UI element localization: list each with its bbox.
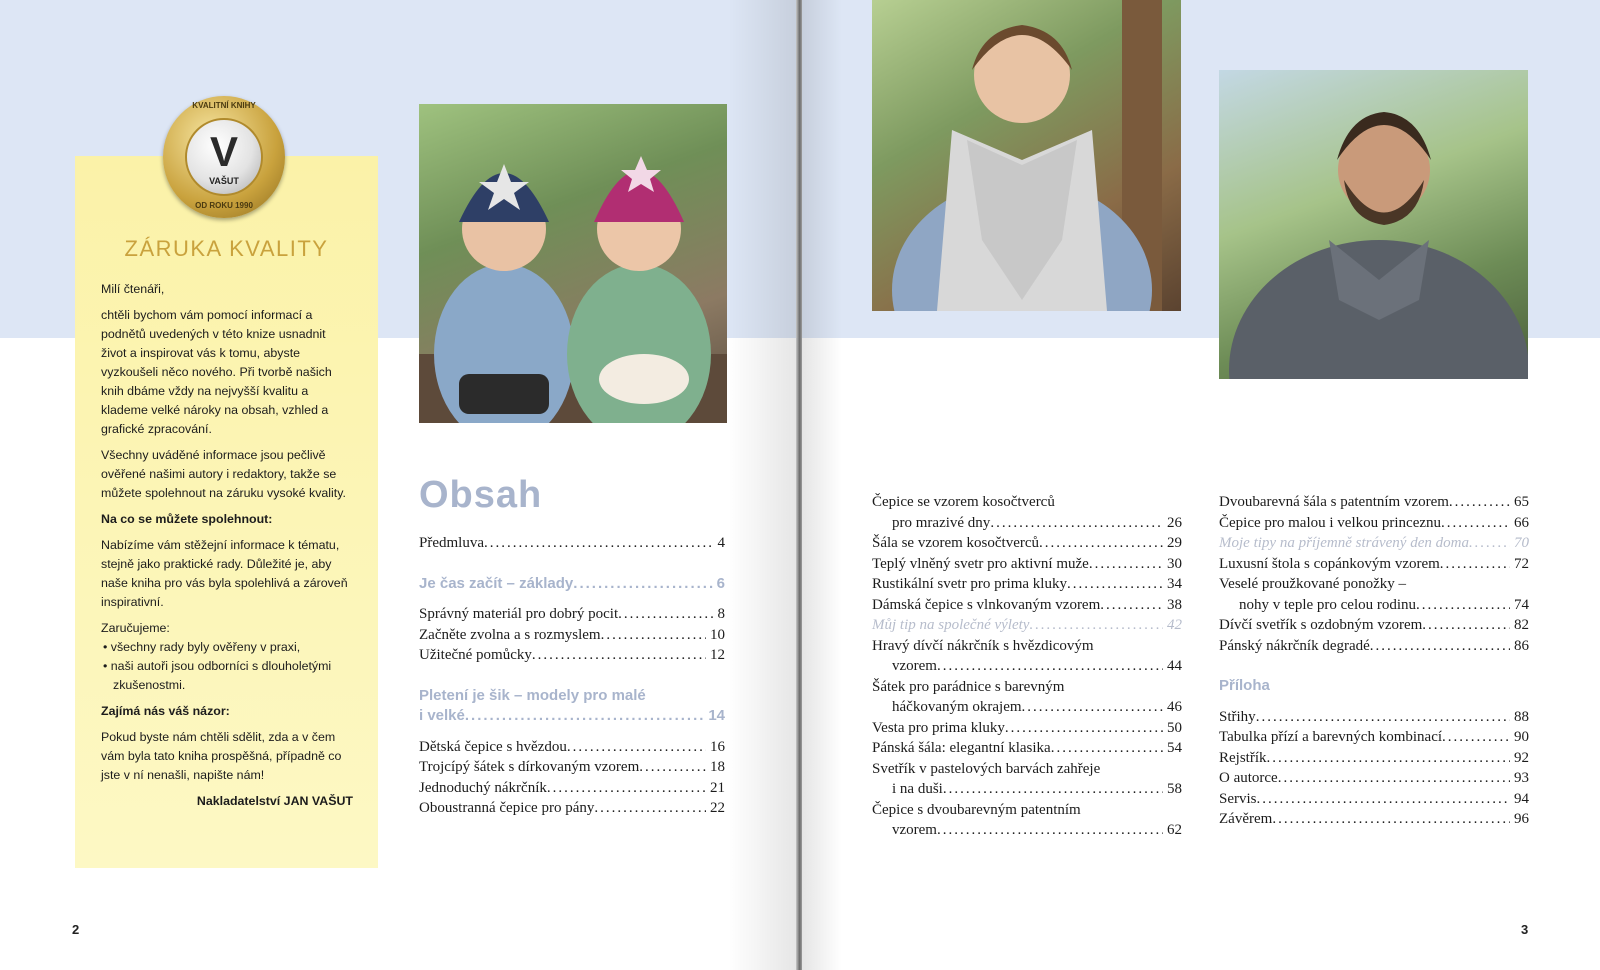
toc-entry-page: 62 bbox=[1167, 822, 1182, 838]
toc-entry-title: Pánský nákrčník degradé bbox=[1219, 637, 1370, 654]
toc-leader-dots bbox=[532, 645, 706, 666]
toc-entry-title-line1[interactable]: Svetřík v pastelových barvách zahřeje bbox=[872, 760, 1101, 777]
toc-left-column bbox=[419, 533, 725, 819]
publisher-signature: Nakladatelství JAN VAŠUT bbox=[196, 794, 353, 808]
toc-leader-dots bbox=[1440, 554, 1510, 575]
quality-bullet-list bbox=[101, 638, 353, 695]
toc-leader-dots bbox=[1278, 768, 1510, 789]
toc-entry[interactable] bbox=[872, 533, 1182, 554]
toc-leader-dots bbox=[1449, 492, 1510, 513]
toc-entry-title: Trojcípý šátek s dírkovaným vzorem bbox=[419, 759, 640, 775]
toc-entry-title: Servis bbox=[1219, 790, 1257, 807]
toc-leader-dots bbox=[1051, 738, 1163, 759]
toc-entry[interactable] bbox=[1219, 615, 1529, 636]
toc-entry[interactable] bbox=[872, 554, 1182, 575]
toc-entry-title: Jednoduchý nákrčník bbox=[419, 779, 547, 796]
badge-top-text: KVALITNÍ KNIHY bbox=[192, 101, 256, 110]
toc-entry[interactable] bbox=[1219, 748, 1529, 769]
toc-section-title-line1[interactable]: Pletení je šik – modely pro malé bbox=[419, 686, 646, 704]
quality-bullet: • naši autoři jsou odborníci s dlouholetými zkušenostmi. bbox=[103, 659, 332, 692]
toc-entry-title: Teplý vlněný svetr pro aktivní muže bbox=[872, 555, 1089, 572]
toc-leader-dots bbox=[639, 757, 706, 778]
toc-section-title-line2: i velké bbox=[419, 707, 465, 724]
toc-leader-dots bbox=[567, 737, 706, 758]
toc-leader-dots bbox=[1267, 748, 1511, 769]
toc-entry-title: Luxusní štola s copánkovým vzorem bbox=[1219, 555, 1440, 572]
toc-section-page: 14 bbox=[708, 707, 725, 724]
page-number-left: 2 bbox=[72, 922, 80, 937]
toc-spacer bbox=[1219, 697, 1529, 707]
quality-guarantee-label: Zaručujeme: bbox=[101, 621, 170, 635]
badge-center bbox=[185, 118, 263, 196]
toc-entry-title-line2: pro mrazivé dny bbox=[892, 514, 991, 531]
toc-right-column-2 bbox=[1219, 492, 1529, 830]
toc-tip-entry[interactable] bbox=[1219, 533, 1529, 554]
toc-entry[interactable] bbox=[1219, 513, 1529, 534]
toc-entry[interactable] bbox=[1219, 727, 1529, 748]
quality-subheading-rely: Na co se můžete spolehnout: bbox=[101, 512, 273, 526]
page-number-right: 3 bbox=[1521, 922, 1529, 937]
toc-entry-page: 10 bbox=[710, 626, 725, 643]
toc-entry-page: 82 bbox=[1514, 617, 1529, 633]
toc-entry-title-line1[interactable]: Veselé proužkované ponožky – bbox=[1219, 576, 1407, 592]
toc-leader-dots bbox=[1039, 533, 1163, 554]
toc-entry[interactable] bbox=[419, 604, 725, 625]
toc-leader-dots bbox=[1067, 574, 1163, 595]
toc-entry[interactable] bbox=[872, 574, 1182, 595]
badge-letter: V bbox=[209, 128, 238, 175]
toc-entry[interactable] bbox=[419, 737, 725, 758]
toc-entry-title-line1[interactable]: Hravý dívčí nákrčník s hvězdicovým bbox=[872, 637, 1094, 654]
toc-leader-dots bbox=[465, 706, 704, 727]
toc-tip-page: 70 bbox=[1514, 535, 1529, 551]
toc-entry[interactable] bbox=[419, 778, 725, 799]
toc-entry-page: 74 bbox=[1514, 596, 1529, 613]
toc-entry-title-line1[interactable]: Čepice se vzorem kosočtverců bbox=[872, 494, 1055, 510]
toc-entry[interactable] bbox=[872, 595, 1182, 616]
toc-leader-dots bbox=[990, 513, 1163, 534]
toc-leader-dots bbox=[1256, 707, 1510, 728]
right-page bbox=[802, 0, 1600, 970]
toc-leader-dots bbox=[1089, 554, 1163, 575]
toc-entry-page: 38 bbox=[1167, 596, 1182, 613]
toc-entry-page: 96 bbox=[1514, 811, 1529, 827]
toc-entry-title: Správný materiál pro dobrý pocit bbox=[419, 606, 619, 622]
toc-entry-title: Vesta pro prima kluky bbox=[872, 719, 1005, 736]
toc-entry-page: 44 bbox=[1167, 658, 1182, 674]
photo-children-in-knitted-hats bbox=[419, 104, 727, 423]
toc-right-column-1 bbox=[872, 492, 1182, 841]
toc-entry-page: 88 bbox=[1514, 708, 1529, 725]
toc-entry-title: Předmluva bbox=[419, 535, 484, 551]
toc-section-page: 6 bbox=[716, 574, 725, 592]
toc-leader-dots bbox=[573, 574, 712, 595]
toc-tip-title: Moje tipy na příjemně strávený den doma bbox=[1219, 535, 1469, 551]
toc-entry-title: Tabulka přízí a barevných kombinací bbox=[1219, 729, 1443, 745]
toc-leader-dots bbox=[1257, 789, 1511, 810]
toc-entry-page: 72 bbox=[1514, 555, 1529, 572]
toc-entry-page: 29 bbox=[1167, 535, 1182, 551]
quality-paragraph-1: chtěli bychom vám pomocí informací a podnětů uvedených v této knize usnadnit život a inspirovat vás k tomu, abyste vyzkoušeli něco nového. Při tvorbě našich knih dbáme vždy na nejvyšší kvalitu a klademe velké nároky na obsah, vzhled a grafické zpracování. bbox=[101, 308, 332, 436]
toc-entry[interactable] bbox=[419, 645, 725, 666]
woman-illustration bbox=[872, 0, 1181, 311]
toc-entry-title-line2: háčkovaným okrajem bbox=[892, 699, 1022, 715]
quality-paragraph-2: Všechny uváděné informace jsou pečlivě ověřené našimi autory i redaktory, takže se můžete spolehnout na záruku vysoké kvality. bbox=[101, 448, 346, 500]
toc-entry[interactable] bbox=[419, 757, 725, 778]
toc-entry[interactable] bbox=[419, 798, 725, 819]
toc-entry[interactable] bbox=[872, 820, 1182, 841]
toc-entry-title: Začněte zvolna a s rozmyslem bbox=[419, 626, 601, 643]
toc-entry-title: Rustikální svetr pro prima kluky bbox=[872, 576, 1067, 592]
badge-name: VAŠUT bbox=[209, 176, 239, 186]
toc-leader-dots bbox=[1029, 615, 1163, 636]
toc-entry[interactable] bbox=[872, 718, 1182, 739]
toc-entry-title: Šála se vzorem kosočtverců bbox=[872, 535, 1040, 551]
toc-leader-dots bbox=[1272, 809, 1510, 830]
toc-section-title: Je čas začít – základy bbox=[419, 574, 574, 592]
toc-entry-page: 90 bbox=[1514, 729, 1529, 745]
toc-entry-page: 86 bbox=[1514, 637, 1529, 654]
toc-leader-dots bbox=[1005, 718, 1163, 739]
toc-entry-page: 16 bbox=[710, 738, 725, 755]
toc-section-heading[interactable] bbox=[419, 574, 725, 595]
toc-leader-dots bbox=[1022, 697, 1163, 718]
toc-spacer bbox=[419, 727, 725, 737]
toc-entry-page: 50 bbox=[1167, 719, 1182, 736]
toc-entry-title: Závěrem bbox=[1219, 811, 1273, 827]
toc-leader-dots bbox=[1416, 595, 1510, 616]
toc-entry[interactable] bbox=[1219, 492, 1529, 513]
toc-entry-title-line2: vzorem bbox=[892, 658, 937, 674]
photo-man-in-sweater bbox=[1219, 70, 1528, 379]
toc-entry[interactable] bbox=[872, 697, 1182, 718]
toc-entry-page: 58 bbox=[1167, 781, 1182, 797]
toc-entry-title: Dětská čepice s hvězdou bbox=[419, 738, 567, 755]
toc-entry[interactable] bbox=[872, 779, 1182, 800]
badge-bottom-text: OD ROKU 1990 bbox=[195, 201, 253, 210]
toc-entry-page: 92 bbox=[1514, 749, 1529, 766]
toc-entry[interactable] bbox=[1219, 554, 1529, 575]
toc-entry-page: 22 bbox=[710, 800, 725, 816]
toc-title: Obsah bbox=[419, 474, 543, 516]
toc-entry-title: Užitečné pomůcky bbox=[419, 647, 532, 663]
toc-entry-title: Dívčí svetřík s ozdobným vzorem bbox=[1219, 617, 1423, 633]
toc-spacer bbox=[419, 594, 725, 604]
quality-paragraph-3: Nabízíme vám stěžejní informace k tématu, stejně jako praktické rady. Důležité je, aby naše kniha pro vás byla spolehlivá a zároveň inspirativní. bbox=[101, 538, 348, 609]
toc-leader-dots bbox=[1370, 636, 1510, 657]
gutter-shadow-right bbox=[802, 0, 842, 970]
toc-leader-dots bbox=[937, 656, 1163, 677]
toc-spacer bbox=[1219, 656, 1529, 676]
toc-entry-page: 54 bbox=[1167, 740, 1182, 756]
toc-entry-title: Pánská šála: elegantní klasika bbox=[872, 740, 1051, 756]
toc-entry-page: 30 bbox=[1167, 555, 1182, 572]
toc-entry-page: 18 bbox=[710, 759, 725, 775]
toc-entry-page: 34 bbox=[1167, 576, 1182, 592]
toc-entry-title: Rejstřík bbox=[1219, 749, 1267, 766]
toc-entry-page: 65 bbox=[1514, 494, 1529, 510]
toc-entry[interactable] bbox=[419, 625, 725, 646]
toc-entry-page: 4 bbox=[717, 535, 725, 551]
toc-leader-dots bbox=[547, 778, 706, 799]
toc-leader-dots bbox=[1441, 513, 1510, 534]
toc-entry-title: Dvoubarevná šála s patentním vzorem bbox=[1219, 494, 1449, 510]
toc-spacer bbox=[419, 666, 725, 686]
toc-leader-dots bbox=[1469, 533, 1510, 554]
toc-leader-dots bbox=[601, 625, 706, 646]
toc-leader-dots bbox=[484, 533, 714, 554]
toc-entry-page: 66 bbox=[1514, 514, 1529, 531]
toc-entry-title: Střihy bbox=[1219, 708, 1256, 725]
man-illustration bbox=[1219, 70, 1528, 379]
toc-entry-page: 46 bbox=[1167, 699, 1182, 715]
quality-greeting: Milí čtenáři, bbox=[101, 282, 165, 296]
toc-spacer bbox=[419, 554, 725, 574]
toc-entry-page: 26 bbox=[1167, 514, 1182, 531]
quality-subheading-opinion: Zajímá nás váš názor: bbox=[101, 704, 230, 718]
quality-seal-badge bbox=[163, 96, 285, 218]
gutter-shadow-left bbox=[728, 0, 798, 970]
toc-entry[interactable] bbox=[1219, 595, 1529, 616]
toc-leader-dots bbox=[937, 820, 1163, 841]
toc-leader-dots bbox=[943, 779, 1163, 800]
toc-tip-entry[interactable] bbox=[872, 615, 1182, 636]
toc-entry[interactable] bbox=[1219, 768, 1529, 789]
toc-entry-title-line2: i na duši bbox=[892, 781, 943, 797]
toc-tip-title: Můj tip na společné výlety bbox=[872, 617, 1030, 633]
toc-section-heading[interactable] bbox=[419, 706, 725, 727]
toc-entry[interactable] bbox=[1219, 636, 1529, 657]
toc-entry[interactable] bbox=[1219, 707, 1529, 728]
left-page bbox=[0, 0, 798, 970]
toc-entry-title: O autorce bbox=[1219, 770, 1278, 786]
toc-entry[interactable] bbox=[1219, 789, 1529, 810]
toc-entry[interactable] bbox=[872, 513, 1182, 534]
toc-appendix-heading[interactable]: Příloha bbox=[1219, 677, 1270, 694]
toc-entry-page: 8 bbox=[717, 606, 725, 622]
quality-bullet: • všechny rady byly ověřeny v praxi, bbox=[103, 640, 301, 654]
toc-entry-title-line1[interactable]: Čepice s dvoubarevným patentním bbox=[872, 801, 1081, 818]
toc-entry-title: Čepice pro malou i velkou princeznu bbox=[1219, 514, 1442, 531]
toc-entry-title-line2: nohy v teple pro celou rodinu bbox=[1239, 596, 1417, 613]
toc-entry-title: Oboustranná čepice pro pány bbox=[419, 800, 595, 816]
toc-leader-dots bbox=[1422, 615, 1510, 636]
toc-leader-dots bbox=[594, 798, 706, 819]
photo-woman-with-shawl bbox=[872, 0, 1181, 311]
toc-entry-page: 12 bbox=[710, 647, 725, 663]
toc-leader-dots bbox=[1442, 727, 1510, 748]
toc-entry-title-line2: vzorem bbox=[892, 822, 937, 838]
quality-text bbox=[101, 280, 353, 818]
quality-paragraph-4: Pokud byste nám chtěli sdělit, zda a v čem vám byla tato kniha prospěšná, případně co jste v ní nenašli, napište nám! bbox=[101, 730, 342, 782]
toc-entry-page: 93 bbox=[1514, 770, 1529, 786]
toc-leader-dots bbox=[1100, 595, 1163, 616]
toc-entry-title: Dámská čepice s vlnkovaným vzorem bbox=[872, 596, 1101, 613]
toc-entry[interactable] bbox=[872, 656, 1182, 677]
toc-entry-page: 94 bbox=[1514, 790, 1529, 807]
children-illustration bbox=[419, 104, 727, 423]
toc-tip-page: 42 bbox=[1167, 617, 1182, 633]
toc-entry-page: 21 bbox=[710, 779, 725, 796]
toc-leader-dots bbox=[618, 604, 713, 625]
toc-entry[interactable] bbox=[1219, 809, 1529, 830]
toc-entry[interactable] bbox=[872, 738, 1182, 759]
toc-entry[interactable] bbox=[419, 533, 725, 554]
toc-entry-title-line1[interactable]: Šátek pro parádnice s barevným bbox=[872, 678, 1065, 695]
quality-heading: ZÁRUKA KVALITY bbox=[124, 236, 329, 261]
